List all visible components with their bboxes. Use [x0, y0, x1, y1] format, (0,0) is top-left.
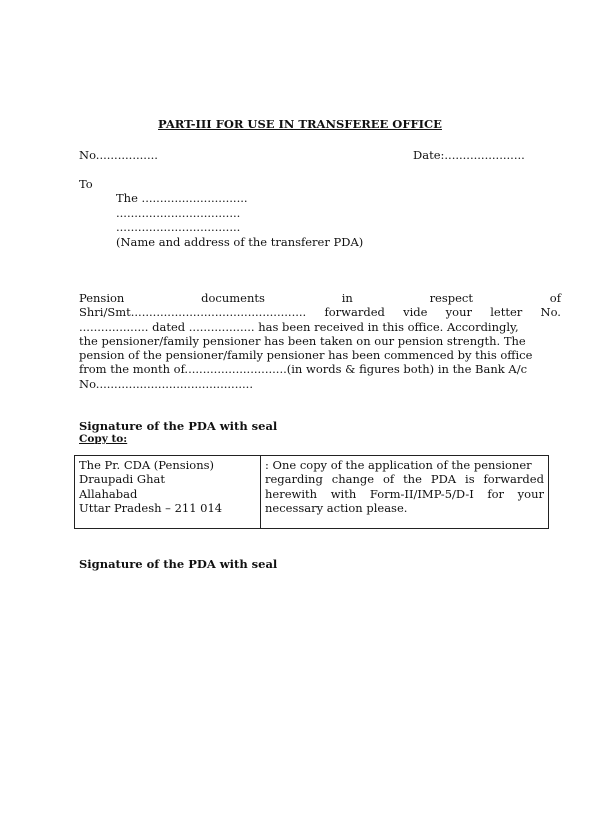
recipient-line: Draupadi Ghat [79, 472, 165, 487]
instruction-cell [261, 456, 549, 529]
word: your [445, 305, 472, 320]
instruction-line [265, 472, 544, 486]
paragraph-line [79, 348, 561, 362]
word: is [465, 472, 475, 487]
word: herewith [265, 486, 318, 501]
word: Shri/Smt................................................ [79, 305, 307, 320]
word: Pension [79, 291, 125, 305]
word: respect [429, 291, 473, 305]
signature-label-2: Signature of the PDA with seal [79, 557, 278, 571]
address-line-3: .................................. [116, 220, 241, 234]
paragraph-line [79, 291, 561, 305]
paragraph-line [79, 305, 561, 319]
recipient-cell [75, 456, 261, 529]
line-text: necessary action please. [265, 500, 408, 515]
copy-to-label: Copy to: [79, 433, 128, 445]
recipient-line: The Pr. CDA (Pensions) [79, 458, 215, 472]
word: PDA [430, 472, 457, 487]
word: with [330, 486, 357, 501]
word: vide [403, 305, 428, 320]
signature-label-1: Signature of the PDA with seal [79, 419, 278, 433]
paragraph-line [79, 362, 561, 376]
word: Form-II/IMP-5/D-I [369, 486, 474, 501]
to-label: To [79, 177, 93, 191]
line-text: No........................................... [79, 376, 253, 391]
word: No. [540, 305, 561, 320]
paragraph-line [79, 334, 561, 348]
address-note: (Name and address of the transferer PDA) [116, 235, 364, 249]
address-line-1: The ............................. [116, 191, 248, 205]
recipient-line: Uttar Pradesh – 211 014 [79, 500, 223, 515]
word: change [331, 472, 375, 487]
instruction-line [265, 487, 544, 501]
line-text: from the month of............................(in words & figures both) in the Bank A/c [79, 362, 528, 377]
line-text: the pensioner/family pensioner has been taken on our pension strength. The [79, 333, 526, 348]
word: in [341, 291, 353, 305]
word: forwarded [324, 305, 385, 320]
word: letter [490, 305, 523, 320]
line-text: : One copy of the application of the pensioner [265, 458, 532, 472]
word: of [549, 291, 561, 305]
word: the [403, 472, 422, 487]
paragraph-line [79, 377, 561, 391]
recipient-line: Allahabad [79, 486, 138, 501]
body-paragraph [79, 291, 561, 391]
line-text: pension of the pensioner/family pensioner has been commenced by this office [79, 348, 533, 363]
word: documents [201, 291, 265, 305]
word: your [517, 486, 544, 501]
instruction-line [265, 501, 544, 515]
copy-to-table [74, 455, 549, 529]
word: regarding [265, 472, 323, 487]
line-text: ................... dated .................. has been received in this office. Accordingly, [79, 319, 519, 334]
date-field: Date:...................... [413, 148, 525, 162]
instruction-line [265, 458, 544, 472]
word: for [487, 486, 505, 501]
paragraph-line [79, 320, 561, 334]
word: forwarded [483, 472, 544, 487]
word: of [382, 472, 395, 487]
form-title: PART-III FOR USE IN TRANSFEREE OFFICE [158, 117, 442, 131]
address-line-2: .................................. [116, 206, 241, 220]
reference-number: No................. [79, 148, 158, 162]
